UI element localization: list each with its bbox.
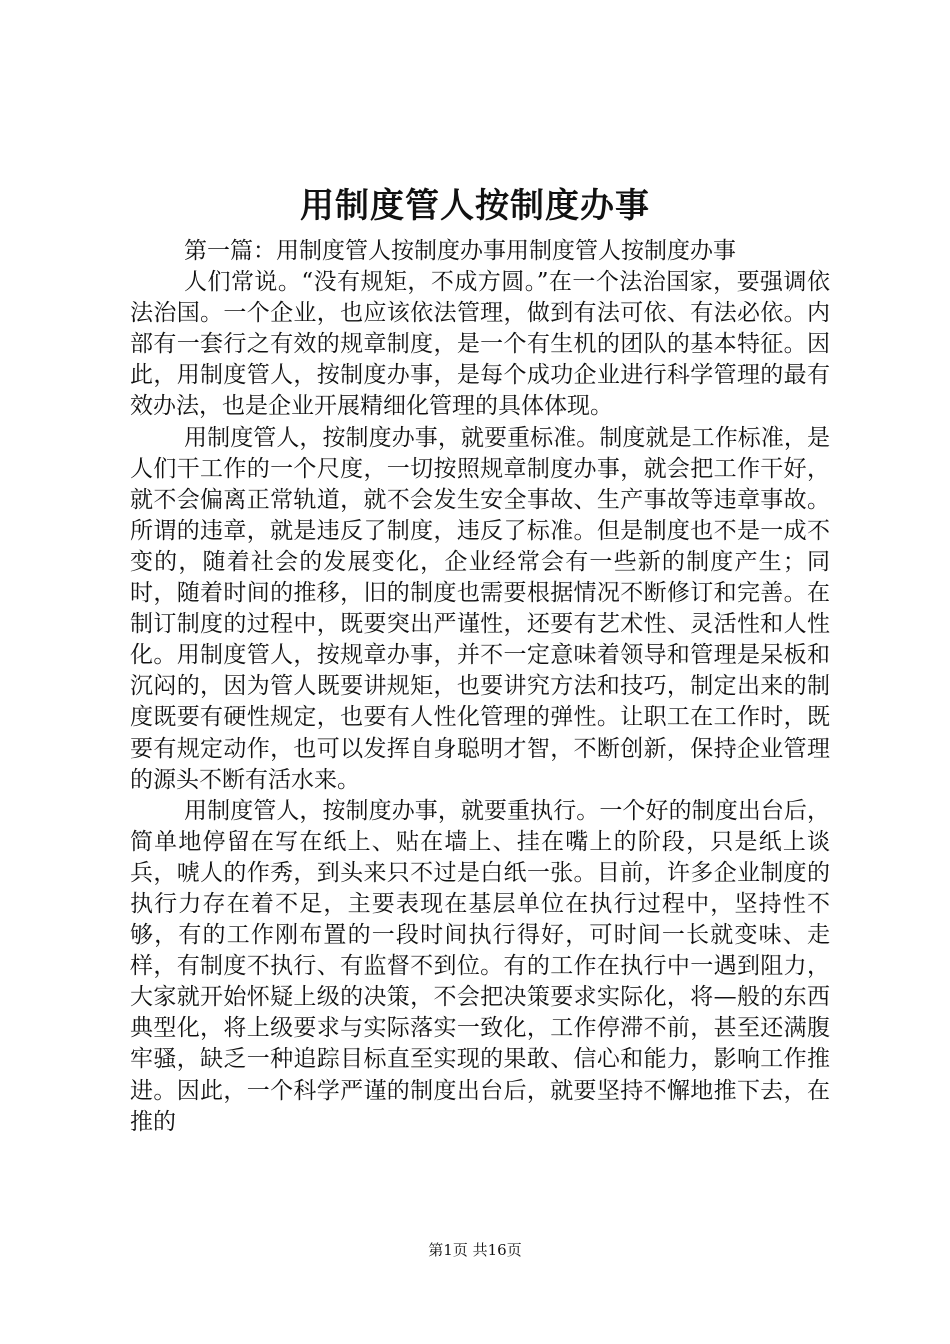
document-title: 用制度管人按制度办事 — [300, 186, 650, 226]
paragraph-subtitle: 第一篇：用制度管人按制度办事用制度管人按制度办事 — [184, 238, 737, 264]
paragraph: 用制度管人，按制度办事，就要重标准。制度就是工作标准，是人们干工作的一个尺度，一切按照规章制度办事，就会把工作干好，就不会偏离正常轨道，就不会发生安全事故、生产事故等违章事故。所谓的违章，就是违反了制度，违反了标准。但是制度也不是一成不变的，随着社会的发展变化，企业经常会有一些新的制度产生；同时，随着时间的推移，旧的制度也需要根据情况不断修订和完善。在制订制度的过程中，既要突出严谨性，还要有艺术性、灵活性和人性化。用制度管人，按规章办事，并不一定意味着领导和管理是呆板和沉闷的，因为管人既要讲规矩，也要讲究方法和技巧，制定出来的制度既要有硬性规定，也要有人性化管理的弹性。让职工在工作时，既要有规定动作，也可以发挥自身聪明才智，不断创新，保持企业管理的源头不断有活水来。 — [130, 424, 830, 793]
page-footer: 第1页 共16页 — [428, 1241, 522, 1259]
paragraph: 用制度管人，按制度办事，就要重执行。一个好的制度出台后，简单地停留在写在纸上、贴在墙上、挂在嘴上的阶段，只是纸上谈兵，唬人的作秀，到头来只不过是白纸一张。目前，许多企业制度的执行力存在着不足，主要表现在基层单位在执行过程中，坚持性不够，有的工作刚布置的一段时间执行得好，可时间一长就变味、走样，有制度不执行、有监督不到位。有的工作在执行中一遇到阻力，大家就开始怀疑上级的决策，不会把决策要求实际化，将—般的东西典型化，将上级要求与实际落实一致化，工作停滞不前，甚至还满腹牢骚，缺乏一种追踪目标直至实现的果敢、信心和能力，影响工作推进。因此，一个科学严谨的制度出台后，就要坚持不懈地推下去，在推的 — [130, 797, 830, 1135]
document-body — [130, 236, 830, 1138]
paragraph: 人们常说。“没有规矩，不成方圆。”在一个法治国家，要强调依法治国。一个企业，也应该依法管理，做到有法可依、有法必依。内部有一套行之有效的规章制度，是一个有生机的团队的基本特征。因此，用制度管人，按制度办事，是每个成功企业进行科学管理的最有效办法，也是企业开展精细化管理的具体体现。 — [130, 269, 830, 420]
